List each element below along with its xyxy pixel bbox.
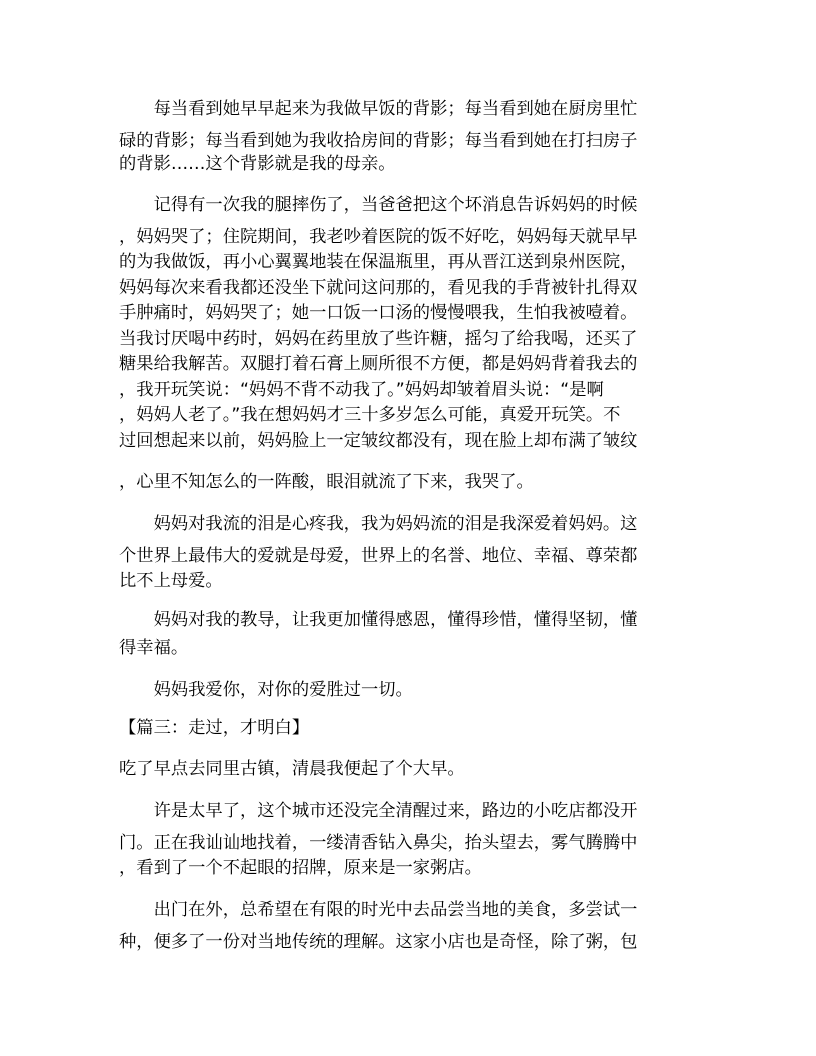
paragraph-2-line-9: ，妈妈人老了。”我在想妈妈才三十多岁怎么可能，真爱开玩笑。不 — [119, 405, 621, 425]
paragraph-2-line-4: 妈妈每次来看我都还没坐下就问这问那的，看见我的手背被针扎得双 — [119, 278, 638, 298]
paragraph-2-line-8: ，我开玩笑说：“妈妈不背不动我了。”妈妈却皱着眉头说：“是啊 — [119, 380, 604, 400]
paragraph-1-line-3: 的背影……这个背影就是我的母亲。 — [119, 154, 396, 174]
paragraph-3-line-3: 比不上母爱。 — [119, 571, 223, 591]
section-heading: 【篇三：走过，才明白】 — [119, 718, 310, 738]
paragraph-5-line-1: 妈妈我爱你，对你的爱胜过一切。 — [119, 680, 413, 700]
paragraph-4-line-1: 妈妈对我的教导，让我更加懂得感恩，懂得珍惜，懂得坚韧，懂 — [119, 610, 638, 630]
paragraph-8-line-2: 门。正在我讪讪地找着，一缕清香钻入鼻尖，抬头望去，雾气腾腾中 — [119, 833, 638, 853]
paragraph-8-line-3: ，看到了一个不起眼的招牌，原来是一家粥店。 — [119, 858, 482, 878]
paragraph-2-line-1: 记得有一次我的腿摔伤了，当爸爸把这个坏消息告诉妈妈的时候 — [119, 195, 638, 215]
paragraph-9-line-2: 种，便多了一份对当地传统的理解。这家小店也是奇怪，除了粥，包 — [119, 932, 638, 952]
paragraph-1-line-2: 碌的背影；每当看到她为我收拾房间的背影；每当看到她在打扫房子 — [119, 131, 638, 151]
paragraph-7-line-1: 吃了早点去同里古镇，清晨我便起了个大早。 — [119, 759, 465, 779]
paragraph-2-line-7: 糖果给我解苦。双腿打着石膏上厕所很不方便，都是妈妈背着我去的 — [119, 354, 638, 374]
paragraph-2-line-3: 的为我做饭，再小心翼翼地装在保温瓶里，再从晋江送到泉州医院， — [119, 252, 638, 272]
paragraph-1-line-1: 每当看到她早早起来为我做早饭的背影；每当看到她在厨房里忙 — [119, 99, 638, 119]
paragraph-2-line-10: 过回想起来以前，妈妈脸上一定皱纹都没有，现在脸上却布满了皱纹 — [119, 431, 638, 451]
paragraph-3-line-1: 妈妈对我流的泪是心疼我，我为妈妈流的泪是我深爱着妈妈。这 — [119, 514, 638, 534]
paragraph-2-line-11: ，心里不知怎么的一阵酸，眼泪就流了下来，我哭了。 — [119, 472, 534, 492]
paragraph-2-line-5: 手肿痛时，妈妈哭了；她一口饭一口汤的慢慢喂我，生怕我被噎着。 — [119, 303, 638, 323]
paragraph-8-line-1: 许是太早了，这个城市还没完全清醒过来，路边的小吃店都没开 — [119, 801, 638, 821]
paragraph-2-line-2: ，妈妈哭了；住院期间，我老吵着医院的饭不好吃，妈妈每天就早早 — [119, 227, 638, 247]
paragraph-3-line-2: 个世界上最伟大的爱就是母爱，世界上的名誉、地位、幸福、尊荣都 — [119, 546, 638, 566]
paragraph-9-line-1: 出门在外，总希望在有限的时光中去品尝当地的美食，多尝试一 — [119, 900, 638, 920]
paragraph-2-line-6: 当我讨厌喝中药时，妈妈在药里放了些许糖，摇匀了给我喝，还买了 — [119, 329, 638, 349]
paragraph-4-line-2: 得幸福。 — [119, 638, 189, 658]
